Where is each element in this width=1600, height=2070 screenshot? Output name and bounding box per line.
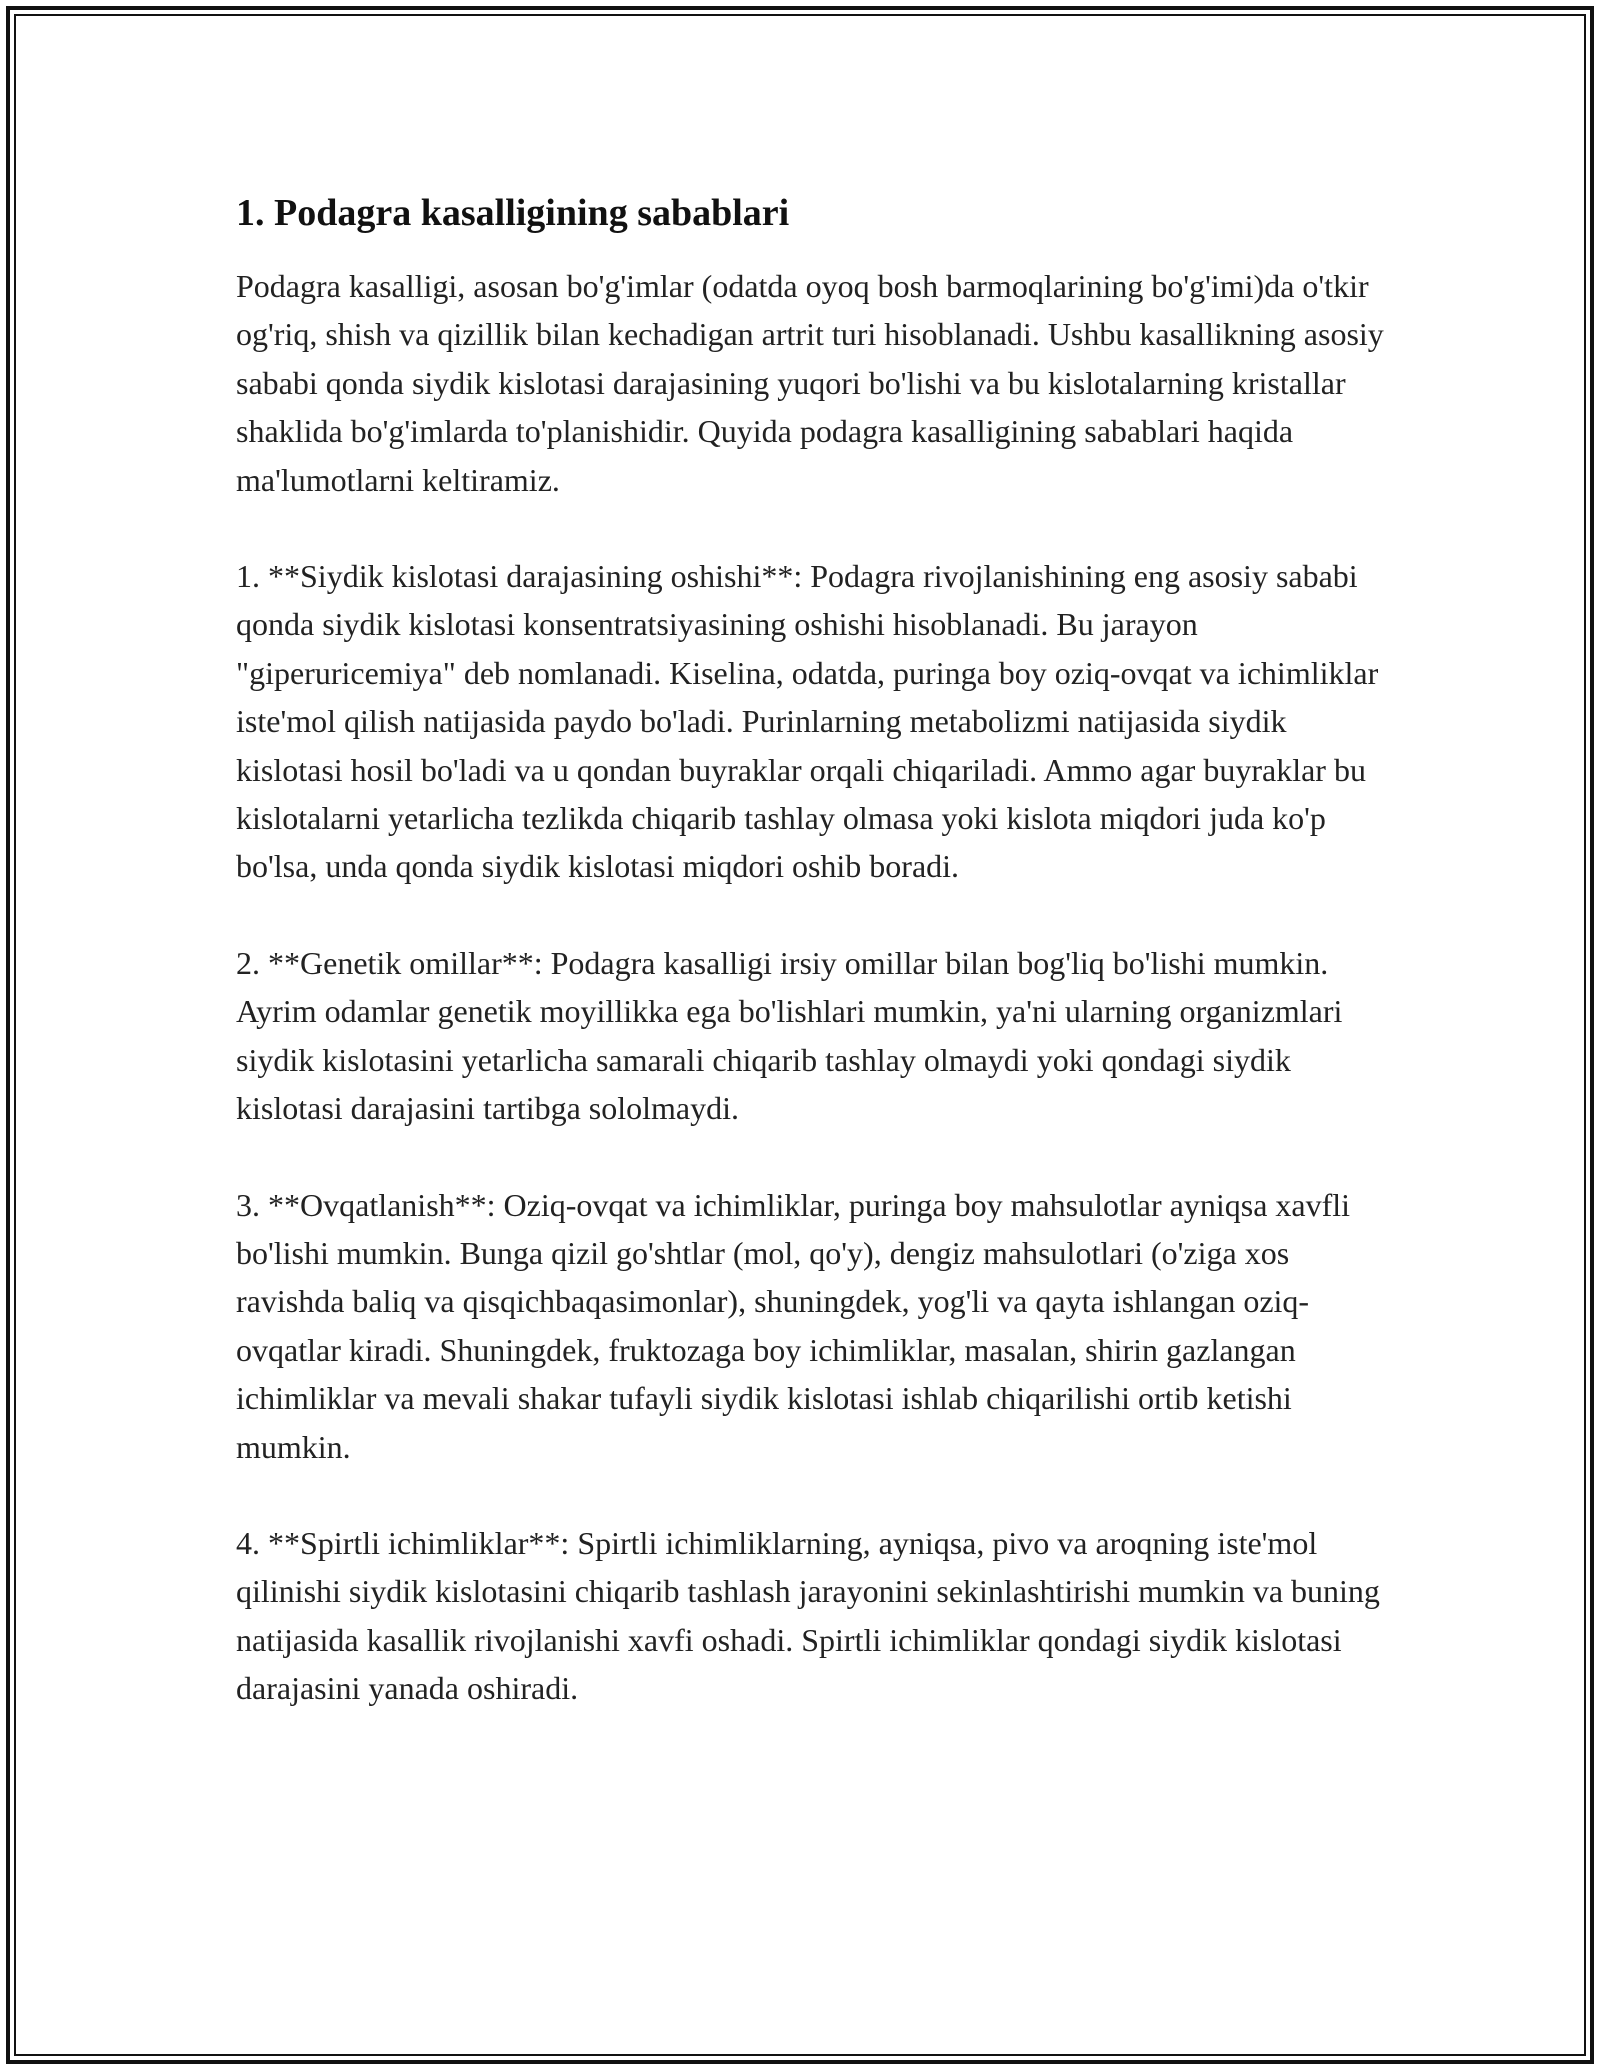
document-title: 1. Podagra kasalligining sabablari [236,192,790,234]
intro-paragraph: Podagra kasalligi, asosan bo'g'imlar (odatda oyoq bosh barmoqlarining bo'g'imi)da o'tkir og'riq, shish va qizillik bilan kechadigan artrit turi hisoblanadi. Ushbu kasallikning asosiy sababi qonda siydik kislotasi darajasining yuqori bo'lishi va bu kislotalarning kristallar shaklida bo'g'imlarda to'planishidir. Quyida podagra kasalligining sabablari haqida ma'lumotlarni keltiramiz. [236,268,1384,498]
cause-uric-acid-paragraph: 1. **Siydik kislotasi darajasining oshishi**: Podagra rivojlanishining eng asosiy sababi qonda siydik kislotasi konsentratsiyasining oshishi hisoblanadi. Bu jarayon "giperuricemiya" deb nomlanadi. Kiselina, odatda, puringa boy oziq-ovqat va ichimliklar iste'mol qilish natijasida paydo bo'ladi. Purinlarning metabolizmi natijasida siydik kislotasi hosil bo'ladi va u qondan buyraklar orqali chiqariladi. Ammo agar buyraklar bu kislotalarni yetarlicha tezlikda chiqarib tashlay olmasa yoki kislota miqdori juda ko'p bo'lsa, unda qonda siydik kislotasi miqdori oshib boradi. [236,558,1379,885]
document-body [236,186,1386,1713]
cause-nutrition-paragraph: 3. **Ovqatlanish**: Oziq-ovqat va ichimliklar, puringa boy mahsulotlar ayniqsa xavfli bo'lishi mumkin. Bunga qizil go'shtlar (mol, qo'y), dengiz mahsulotlari (o'ziga xos ravishda baliq va qisqichbaqasimonlar), shuningdek, yog'li va qayta ishlangan oziq-ovqatlar kiradi. Shuningdek, fruktozaga boy ichimliklar, masalan, shirin gazlangan ichimliklar va mevali shakar tufayli siydik kislotasi ishlab chiqarilishi ortib ketishi mumkin. [236,1186,1351,1465]
cause-genetics-paragraph: 2. **Genetik omillar**: Podagra kasalligi irsiy omillar bilan bog'liq bo'lishi mumkin. Ayrim odamlar genetik moyillikka ega bo'lishlari mumkin, ya'ni ularning organizmlari siydik kislotasini yetarlicha samarali chiqarib tashlay olmaydi yoki qondagi siydik kislotasi darajasini tartibga sololmaydi. [236,944,1343,1127]
cause-alcohol-paragraph: 4. **Spirtli ichimliklar**: Spirtli ichimliklarning, ayniqsa, pivo va aroqning iste'mol qilinishi siydik kislotasini chiqarib tashlash jarayonini sekinlashtirishi mumkin va buning natijasida kasallik rivojlanishi xavfi oshadi. Spirtli ichimliklar qondagi siydik kislotasi darajasini yanada oshiradi. [236,1524,1380,1707]
